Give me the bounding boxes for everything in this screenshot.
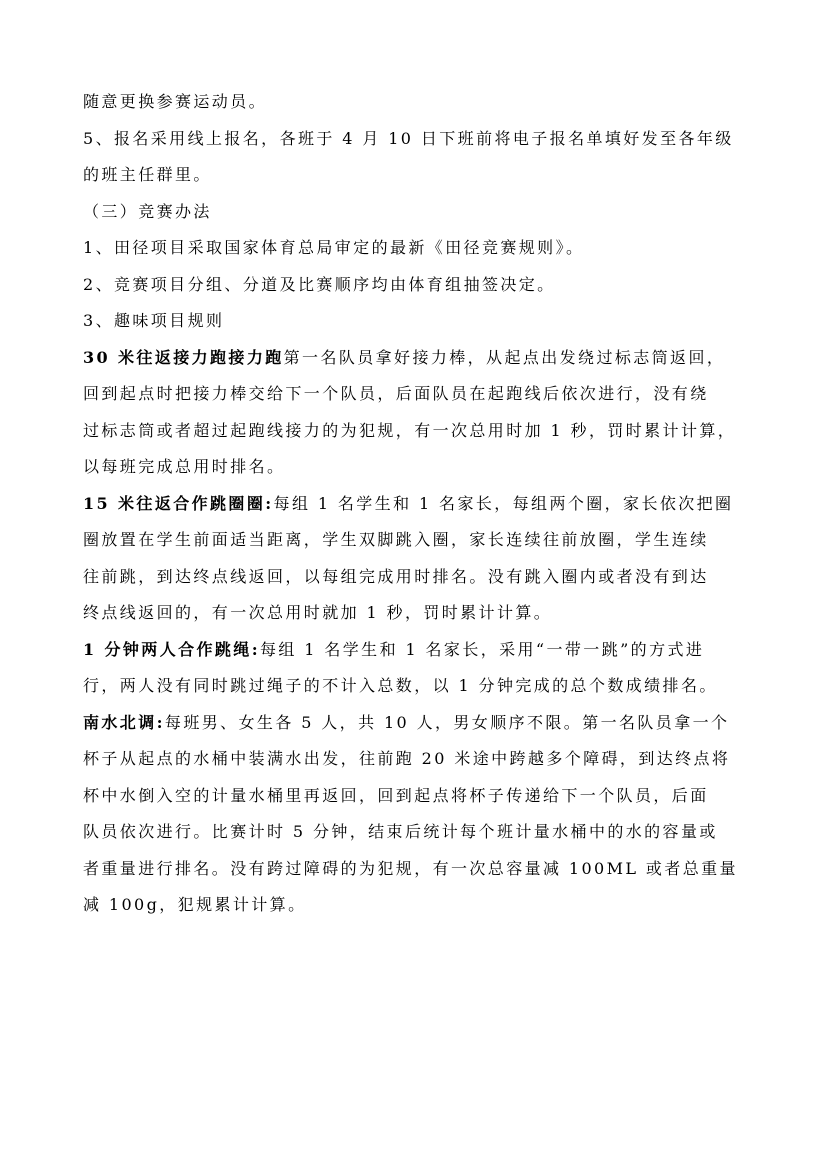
rule-water-transfer [83, 705, 749, 924]
rule-text: 者重量进行排名。没有跨过障碍的为犯规，有一次总容量减 100ML 或者总重量 [83, 858, 738, 878]
text-line: 2、竞赛项目分组、分道及比赛顺序均由体育组抽签决定。 [83, 274, 556, 294]
document-page [83, 84, 749, 924]
rule-text: 杯子从起点的水桶中装满水出发，往前跑 20 米途中跨越多个障碍，到达终点将 [83, 749, 731, 768]
rule-heading: 15 米往返合作跳圈圈: [83, 493, 274, 513]
text-line: 3、趣味项目规则 [83, 311, 225, 330]
rule-text: 回到起点时把接力棒交给下一个队员，后面队员在起跑线后依次进行，没有绕 [83, 384, 709, 403]
text-line: 随意更换参赛运动员。 [83, 92, 268, 111]
text-line: 1、田径项目采取国家体育总局审定的最新《田径竞赛规则》。 [83, 238, 585, 257]
rule-text: 每班男、女生各 5 人，共 10 人，男女顺序不限。第一名队员拿一个 [164, 712, 730, 732]
rule-heading: 30 米往返接力跑接力跑 [83, 347, 284, 367]
rule-text: 过标志筒或者超过起跑线接力的为犯规，有一次总用时加 1 秒，罚时累计计算， [83, 420, 737, 440]
rule-text: 以每班完成总用时排名。 [83, 457, 286, 476]
rule-rope-skipping [83, 632, 749, 705]
rule-first-line [83, 632, 749, 669]
rule-heading: 南水北调: [83, 712, 165, 732]
rule-heading: 1 分钟两人合作跳绳: [83, 639, 261, 659]
rule-text: 每组 1 名学生和 1 名家长，每组两个圈，家长依次把圈 [273, 493, 734, 513]
rule-relay [83, 340, 749, 486]
section-heading: （三）竞赛办法 [83, 201, 212, 221]
rule-text: 队员依次进行。比赛计时 5 分钟，结束后统计每个班计量水桶中的水的容量或 [83, 822, 718, 841]
rule-text: 每组 1 名学生和 1 名家长，采用“一带一跳”的方式进 [260, 639, 705, 659]
rule-first-line [83, 705, 749, 742]
text-line: 5、报名采用线上报名，各班于 4 月 10 日下班前将电子报名单填好发至各年级 [83, 128, 734, 148]
rule-first-line [83, 486, 749, 523]
rule-first-line [83, 340, 749, 377]
rule-text: 终点线返回的，有一次总用时就加 1 秒，罚时累计计算。 [83, 603, 553, 622]
rule-text: 行，两人没有同时跳过绳子的不计入总数，以 1 分钟完成的总个数成绩排名。 [83, 676, 718, 695]
rule-text: 减 100g，犯规累计计算。 [83, 895, 307, 914]
text-line: 的班主任群里。 [83, 165, 212, 184]
rule-hoop-jump [83, 486, 749, 632]
rule-text: 往前跳，到达终点线返回，以每组完成用时排名。没有跳入圈内或者没有到达 [83, 566, 709, 586]
rule-text: 圈放置在学生前面适当距离，学生双脚跳入圈，家长连续往前放圈，学生连续 [83, 530, 709, 549]
rule-text: 杯中水倒入空的计量水桶里再返回，回到起点将杯子传递给下一个队员，后面 [83, 785, 709, 805]
rule-text: 第一名队员拿好接力棒，从起点出发绕过标志筒返回， [283, 347, 726, 367]
